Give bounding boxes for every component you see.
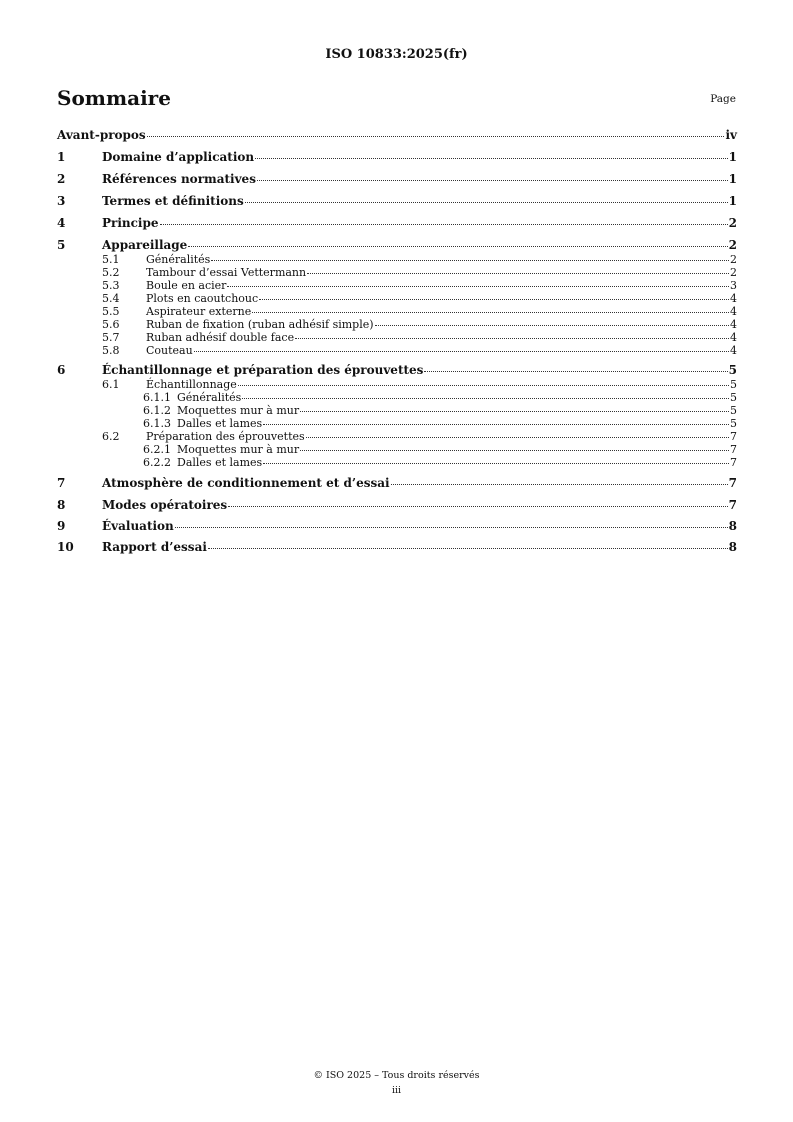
dot-leader xyxy=(300,450,729,451)
page-number: iii xyxy=(391,1085,402,1096)
toc-entry-title: Rapport d’essai xyxy=(102,540,207,554)
toc-entry-page: 5 xyxy=(728,363,737,377)
copyright-notice: © ISO 2025 – Tous droits réservés xyxy=(313,1070,480,1081)
toc-entry-title: Évaluation xyxy=(102,519,174,533)
toc-entry-title: Appareillage xyxy=(102,238,188,252)
toc-entry-number: 5.8 xyxy=(102,344,120,357)
toc-entry-page: 8 xyxy=(728,540,737,554)
toc-entry-foreword[interactable] xyxy=(57,128,737,143)
dot-leader xyxy=(188,246,727,247)
toc-entry-6[interactable] xyxy=(57,363,737,378)
toc-entry-title: Ruban de fixation (ruban adhésif simple) xyxy=(146,318,374,331)
toc-entry-page: 2 xyxy=(730,266,737,279)
dot-leader xyxy=(307,273,729,274)
toc-entry-page: 5 xyxy=(730,404,737,417)
toc-entry-number: 6.2 xyxy=(102,430,120,443)
toc-entry-number: 5.1 xyxy=(102,253,120,266)
dot-leader xyxy=(245,202,728,203)
dot-leader xyxy=(306,437,729,438)
toc-entry-page: 7 xyxy=(728,498,737,512)
toc-entry-5-6[interactable] xyxy=(57,318,737,331)
toc-entry-number: 7 xyxy=(57,476,66,490)
dot-leader xyxy=(211,260,729,261)
toc-entry-page: 1 xyxy=(728,150,737,164)
dot-leader xyxy=(263,424,729,425)
toc-entry-number: 5.6 xyxy=(102,318,120,331)
toc-entry-title: Dalles et lames xyxy=(177,456,263,469)
dot-leader xyxy=(424,371,727,372)
toc-entry-title: Moquettes mur à mur xyxy=(177,443,300,456)
dot-leader xyxy=(300,411,729,412)
toc-entry-title: Échantillonnage et préparation des éprouvettes xyxy=(102,363,424,377)
dot-leader xyxy=(259,299,729,300)
dot-leader xyxy=(295,338,729,339)
toc-entry-6-1-1[interactable] xyxy=(57,391,737,404)
toc-entry-title: Moquettes mur à mur xyxy=(177,404,300,417)
toc-entry-8[interactable] xyxy=(57,498,737,513)
toc-entry-title: Modes opératoires xyxy=(102,498,228,512)
toc-entry-page: 7 xyxy=(728,476,737,490)
dot-leader xyxy=(391,484,728,485)
toc-entry-title: Plots en caoutchouc xyxy=(146,292,259,305)
toc-entry-title: Références normatives xyxy=(102,172,256,186)
toc-entry-page: iv xyxy=(725,128,737,142)
page-footer xyxy=(0,1068,793,1098)
dot-leader xyxy=(194,351,729,352)
toc-entry-5-1[interactable] xyxy=(57,253,737,266)
toc-entry-1[interactable] xyxy=(57,150,737,165)
dot-leader xyxy=(160,224,728,225)
toc-entry-page: 4 xyxy=(730,305,737,318)
toc-entry-page: 4 xyxy=(730,292,737,305)
toc-entry-5-3[interactable] xyxy=(57,279,737,292)
dot-leader xyxy=(175,527,728,528)
toc-entry-page: 7 xyxy=(730,430,737,443)
toc-entry-title: Boule en acier xyxy=(146,279,227,292)
toc-entry-number: 6 xyxy=(57,363,66,377)
dot-leader xyxy=(263,463,729,464)
toc-entry-6-1-2[interactable] xyxy=(57,404,737,417)
toc-entry-9[interactable] xyxy=(57,519,737,534)
toc-entry-number: 6.1.1 xyxy=(143,391,171,404)
toc-entry-page: 4 xyxy=(730,344,737,357)
dot-leader xyxy=(257,180,728,181)
toc-entry-page: 7 xyxy=(730,456,737,469)
toc-entry-number: 1 xyxy=(57,150,66,164)
toc-entry-title: Généralités xyxy=(146,253,211,266)
toc-entry-number: 5.2 xyxy=(102,266,120,279)
toc-entry-6-2-2[interactable] xyxy=(57,456,737,469)
toc-entry-4[interactable] xyxy=(57,216,737,231)
toc-entry-number: 5.4 xyxy=(102,292,120,305)
toc-entry-title: Domaine d’application xyxy=(102,150,255,164)
toc-entry-number: 10 xyxy=(57,540,74,554)
toc-entry-number: 3 xyxy=(57,194,66,208)
toc-entry-title: Tambour d’essai Vettermann xyxy=(146,266,307,279)
toc-entry-number: 6.1.2 xyxy=(143,404,171,417)
toc-entry-number: 6.2.1 xyxy=(143,443,171,456)
toc-entry-page: 4 xyxy=(730,318,737,331)
toc-entry-5[interactable] xyxy=(57,238,737,253)
toc-entry-page: 1 xyxy=(728,172,737,186)
dot-leader xyxy=(242,398,729,399)
toc-entry-number: 5.7 xyxy=(102,331,120,344)
toc-entry-5-8[interactable] xyxy=(57,344,737,357)
toc-entry-5-7[interactable] xyxy=(57,331,737,344)
toc-entry-2[interactable] xyxy=(57,172,737,187)
toc-entry-number: 8 xyxy=(57,498,66,512)
toc-entry-page: 4 xyxy=(730,331,737,344)
toc-title: Sommaire xyxy=(57,86,171,110)
toc-entry-page: 8 xyxy=(728,519,737,533)
toc-entry-page: 3 xyxy=(730,279,737,292)
dot-leader xyxy=(238,385,729,386)
toc-entry-page: 2 xyxy=(728,216,737,230)
toc-entry-6-2[interactable] xyxy=(57,430,737,443)
dot-leader xyxy=(147,136,725,137)
toc-entry-number: 6.1 xyxy=(102,378,120,391)
toc-entry-title: Termes et définitions xyxy=(102,194,244,208)
toc-entry-page: 7 xyxy=(730,443,737,456)
dot-leader xyxy=(255,158,728,159)
toc-entry-10[interactable] xyxy=(57,540,737,555)
toc-entry-number: 6.2.2 xyxy=(143,456,171,469)
toc-entry-3[interactable] xyxy=(57,194,737,209)
toc-entry-number: 9 xyxy=(57,519,66,533)
toc-entry-title: Atmosphère de conditionnement et d’essai xyxy=(102,476,390,490)
toc-entry-number: 6.1.3 xyxy=(143,417,171,430)
toc-entry-title: Dalles et lames xyxy=(177,417,263,430)
toc-entry-5-4[interactable] xyxy=(57,292,737,305)
toc-entry-7[interactable] xyxy=(57,476,737,491)
toc-entry-page: 5 xyxy=(730,417,737,430)
toc-entry-title: Généralités xyxy=(177,391,242,404)
toc-entry-title: Préparation des éprouvettes xyxy=(146,430,305,443)
toc-entry-number: 2 xyxy=(57,172,66,186)
toc-entry-6-1[interactable] xyxy=(57,378,737,391)
dot-leader xyxy=(208,548,728,549)
dot-leader xyxy=(252,312,729,313)
toc-entry-5-2[interactable] xyxy=(57,266,737,279)
toc-entry-page: 5 xyxy=(730,391,737,404)
dot-leader xyxy=(228,506,727,507)
toc-entry-page: 2 xyxy=(730,253,737,266)
toc-entry-title: Principe xyxy=(102,216,159,230)
toc-entry-page: 2 xyxy=(728,238,737,252)
dot-leader xyxy=(227,286,729,287)
toc-entry-6-2-1[interactable] xyxy=(57,443,737,456)
page-column-label: Page xyxy=(710,93,736,105)
dot-leader xyxy=(375,325,729,326)
toc-entry-number: 5.3 xyxy=(102,279,120,292)
toc-entry-number: 4 xyxy=(57,216,66,230)
document-id-header: ISO 10833:2025(fr) xyxy=(325,47,468,62)
toc-entry-6-1-3[interactable] xyxy=(57,417,737,430)
toc-entry-title: Aspirateur externe xyxy=(146,305,252,318)
toc-entry-5-5[interactable] xyxy=(57,305,737,318)
toc-entry-number: 5 xyxy=(57,238,66,252)
toc-entry-title: Échantillonnage xyxy=(146,378,237,391)
toc-entry-title: Couteau xyxy=(146,344,193,357)
toc-entry-page: 1 xyxy=(728,194,737,208)
toc-entry-number: 5.5 xyxy=(102,305,120,318)
toc-entry-title: Ruban adhésif double face xyxy=(146,331,295,344)
toc-entry-title: Avant-propos xyxy=(57,128,146,142)
toc-entry-page: 5 xyxy=(730,378,737,391)
table-of-contents xyxy=(57,128,737,555)
